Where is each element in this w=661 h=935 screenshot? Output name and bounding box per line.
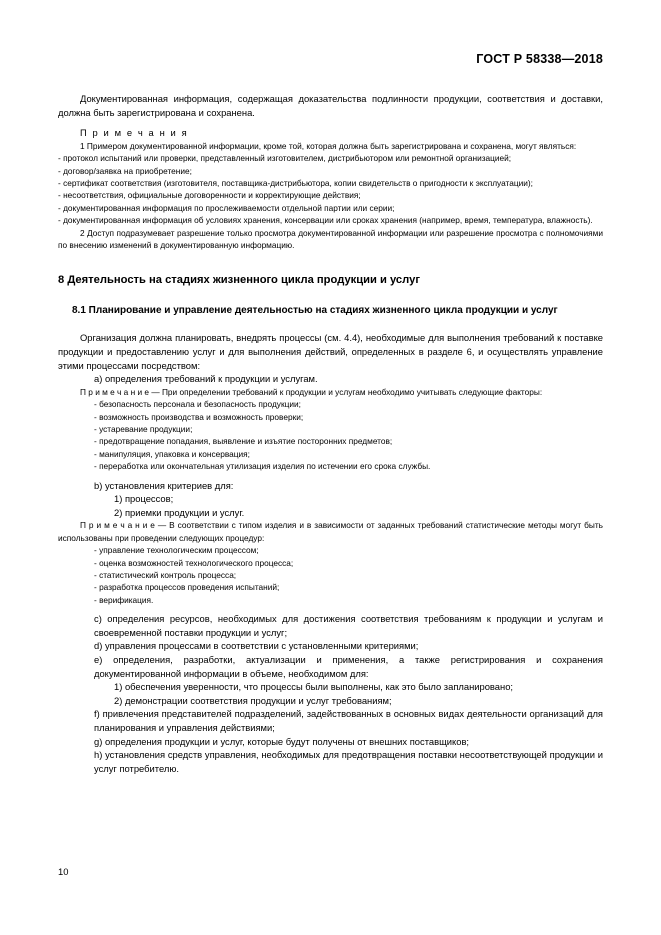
note-a-item: - безопасность персонала и безопасность продукции; — [94, 399, 301, 410]
note-b-lead: П р и м е ч а н и е — В соответствии с типом изделия и в зависимости от заданных требований статистические методы могут быть использованы при проведении следующих процедур: — [58, 520, 603, 543]
intro-paragraph: Документированная информация, содержащая доказательства подлинности продукции, соответствия и доставки, должна быть зарегистрирована и сохранена. — [58, 93, 603, 118]
note-a-item: - предотвращение попадания, выявление и изъятие посторонних предметов; — [94, 436, 393, 447]
subsection-8-1-title: 8.1 Планирование и управление деятельностью на стадиях жизненного цикла продукции и услуг — [72, 305, 558, 317]
document-body — [58, 92, 603, 775]
note-2: 2 Доступ подразумевает разрешение только просмотра документированной информации или разрешение просмотра с полномочиями по внесению изменений в документированную информацию. — [58, 227, 603, 251]
list-item-e-2: 2) демонстрации соответствия продукции и услуг требованиям; — [114, 694, 392, 706]
note-a-item: - переработка или окончательная утилизация изделия по истечении его срока службы. — [94, 461, 431, 472]
note-a-item: - манипуляция, упаковка и консервация; — [94, 448, 250, 459]
note-1-item: - договор/заявка на приобретение; — [58, 165, 192, 176]
list-item-a: a) определения требований к продукции и услугам. — [94, 373, 318, 385]
note-1-lead: 1 Примером документированной информации, кроме той, которая должна быть зарегистрирована и сохранена, могут являться: — [80, 140, 577, 151]
note-b-item: - статистический контроль процесса; — [94, 570, 237, 581]
note-b-item: - управление технологическим процессом; — [94, 545, 259, 556]
page-number: 10 — [58, 866, 69, 877]
subsection-8-1-lead: Организация должна планировать, внедрять процессы (см. 4.4), необходимые для выполнения требований к поставке продукции и предоставлению услуг и для выполнения действий, определенных в разделе 6, и осуществлять управление этими процессами посредством: — [58, 332, 603, 371]
list-item-e-1: 1) обеспечения уверенности, что процессы были выполнены, как это было запланировано; — [114, 681, 514, 693]
note-a-item: - устаревание продукции; — [94, 424, 193, 435]
note-1-item: - документированная информация по прослеживаемости отдельной партии или серии; — [58, 202, 395, 213]
page-header: ГОСТ Р 58338—2018 — [476, 52, 603, 66]
list-item-b: b) установления критериев для: — [94, 479, 234, 491]
note-1-item: - несоответствия, официальные договоренности и корректирующие действия; — [58, 190, 361, 201]
note-1-item: - документированная информация об условиях хранения, консервации или сроках хранения (например, время, температура, влажность). — [58, 215, 593, 226]
note-1-item: - протокол испытаний или проверки, представленный изготовителем, дистрибьютором или ремонтной организацией; — [58, 153, 512, 164]
note-1-item: - сертификат соответствия (изготовителя, поставщика-дистрибьютора, копии свидетельств о пригодности к эксплуатации); — [58, 178, 533, 188]
list-item-c: c) определения ресурсов, необходимых для достижения соответствия требованиям к продукции и услугам и своевременной поставки продукции и услуг; — [94, 613, 603, 638]
section-8-title: 8 Деятельность на стадиях жизненного цикла продукции и услуг — [58, 274, 420, 287]
notes-heading: П р и м е ч а н и я — [80, 127, 189, 139]
note-a-lead: П р и м е ч а н и е — При определении требований к продукции и услугам необходимо учитывать следующие факторы: — [80, 386, 543, 397]
list-item-d: d) управления процессами в соответствии с установленными критериями; — [94, 640, 419, 652]
list-item-h: h) установления средств управления, необходимых для предотвращения поставки несоответствующей продукции и услуг потребителю. — [94, 749, 603, 774]
list-item-b-1: 1) процессов; — [114, 493, 174, 505]
list-item-g: g) определения продукции и услуг, которые будут получены от внешних поставщиков; — [94, 735, 470, 747]
note-b-item: - разработка процессов проведения испытаний; — [94, 582, 280, 593]
note-a-item: - возможность производства и возможность проверки; — [94, 411, 304, 422]
note-b-item: - верификация. — [94, 594, 154, 605]
note-b-item: - оценка возможностей технологического процесса; — [94, 557, 294, 568]
list-item-b-2: 2) приемки продукции и услуг. — [114, 506, 245, 518]
list-item-f: f) привлечения представителей подразделений, задействованных в основных видах деятельности организаций для планирования и управления действиями; — [94, 708, 603, 734]
list-item-e: e) определения, разработки, актуализации и применения, а также регистрирования и сохранения документированной информации в объеме, необходимом для: — [94, 654, 603, 679]
